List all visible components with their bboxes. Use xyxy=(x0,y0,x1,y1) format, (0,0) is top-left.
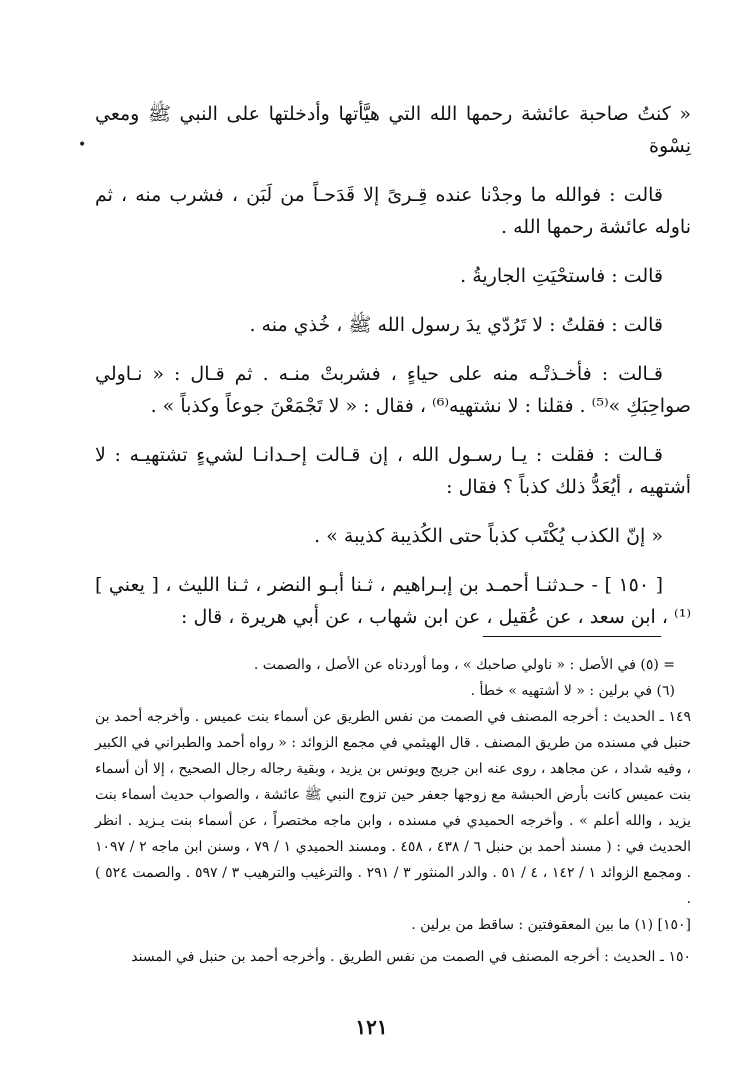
hadith-paragraph-4: قالت : فقلتُ : لا تَرُدّي يدَ رسول الله ﷺ ، خُذي منه . xyxy=(249,314,663,336)
hadith-paragraph-1: « كنتُ صاحبة عائشة رحمها الله التي هيَّأتها وأدخلتها على النبي ﷺ ومعي نِسْوة xyxy=(95,103,691,157)
hadith-paragraph-5: قـالت : فأخـذتْـه منه على حياءٍ ، فشربتْ منـه . ثم قـال : « نـاولي صواحِبَكِ »⁽⁵⁾ . فقلنا : لا نشتهيه⁽⁶⁾ ، فقال : « لا تَجْمَعْنَ جوعاً وكذباً » . xyxy=(95,363,691,417)
main-text xyxy=(95,98,691,643)
footnote-6: (٦) في برلين : « لا أشتهيه » خطأ . xyxy=(470,683,675,699)
footnotes xyxy=(95,652,691,970)
page-number: ١٢١ xyxy=(355,1015,388,1039)
hadith-paragraph-2: قالت : فوالله ما وجدْنا عنده قِـرىً إلا قَدَحـاً من لَبَن ، فشرب منه ، ثم ناوله عائشة رحمها الله . xyxy=(95,184,691,238)
footnote-hadith-149: ١٤٩ ـ الحديث : أخرجه المصنف في الصمت من نفس الطريق عن أسماء بنت عميس . وأخرجه أحمد بن حنبل في مسنده من طريق المصنف . قال الهيثمي في مجمع الزوائد : « رواه أحمد والطبراني في الكبير ، وفيه شداد ، عن مجاهد ، روى عنه ابن جريج ويونس بن يزيد ، وبقية رجاله رجال الصحيح ، إلا أن أسماء بنت عميس كانت بأرض الحبشة مع زوجها جعفر حين تزوج النبي ﷺ عائشة ، والصواب حديث أسماء بنت يزيد ، والله أعلم » . وأخرجه الحميدي في مسنده ، وابن ماجه مختصراً ، عن أسماء بنت يـزيد . انظر الحديث في : ( مسند أحمد بن حنبل ٦ / ٤٣٨ ، ٤٥٨ . ومسند الحميدي ١ / ٧٩ ، وسنن ابن ماجه ٢ / ١٠٩٧ . ومجمع الزوائد ١ / ١٤٢ ، ٤ / ٥١ . والدر المنثور ٣ / ٢٩١ . والترغيب والترهيب ٣ / ٥٩٧ . والصمت ٥٢٤ ) . xyxy=(95,709,692,907)
footnote-5: = (٥) في الأصل : « ناولي صاحبك » ، وما أوردناه عن الأصل ، والصمت . xyxy=(253,657,675,673)
margin-dot: • xyxy=(78,137,87,153)
hadith-paragraph-6: قـالت : فقلت : يـا رسـول الله ، إن قـالت إحـدانـا لشيءٍ تشتهيـه : لا أشتهيه ، أيُعَدُّ ذلك كذباً ؟ فقال : xyxy=(95,444,691,498)
hadith-paragraph-7: « إنّ الكذب يُكْتَب كذباً حتى الكُذيبة كذيبة » . xyxy=(314,525,663,547)
hadith-paragraph-3: قالت : فاستحْيَتِ الجاريةُ . xyxy=(460,265,663,287)
footnote-separator xyxy=(483,636,661,637)
footnote-hadith-150: ١٥٠ ـ الحديث : أخرجه المصنف في الصمت من نفس الطريق . وأخرجه أحمد بن حنبل في المسند xyxy=(131,949,691,965)
footnote-150-1: [١٥٠] (١) ما بين المعقوفتين : ساقط من برلين . xyxy=(411,917,691,933)
isnad-paragraph-150: [ ١٥٠ ] - حـدثنـا أحمـد بن إبـراهيم ، ثـنا أبـو النضر ، ثـنا الليث ، [ يعني ]⁽¹⁾ ، ابن سعد ، عن عُقيل ، عن ابن شهاب ، عن أبي هريرة ، قال : xyxy=(95,574,691,628)
